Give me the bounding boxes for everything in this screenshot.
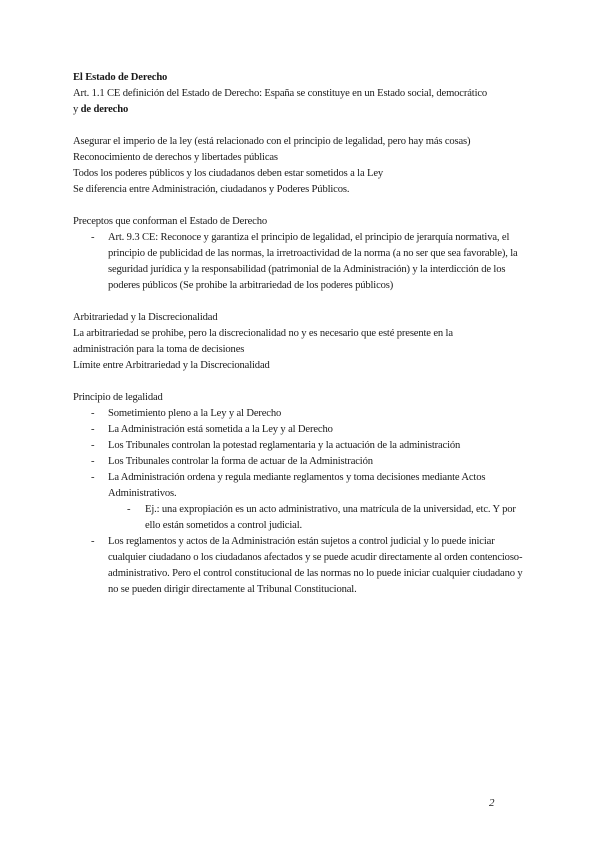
list-item: [73, 470, 528, 534]
arbitrariedad-heading: Arbitrariedad y la Discrecionalidad: [73, 312, 218, 323]
intro-line-2: [73, 102, 528, 118]
principle-line-4: Se diferencia entre Administración, ciudadanos y Poderes Públicos.: [73, 184, 350, 195]
principle-line-2: Reconocimiento de derechos y libertades públicas: [73, 152, 278, 163]
list-item: [73, 422, 528, 438]
list-item-text: Sometimiento pleno a la Ley y al Derecho: [108, 408, 282, 419]
list-item-text: Ej.: una expropiación es un acto administrativo, una matrícula de la universidad, etc. Y por ello están sometidos a control judicial.: [145, 504, 516, 531]
list-item: [73, 438, 528, 454]
preceptos-heading: Preceptos que conforman el Estado de Derecho: [73, 216, 268, 227]
list-item: [73, 502, 528, 534]
principle-line-1: Asegurar el imperio de la ley (está relacionado con el principio de legalidad, pero hay más cosas): [73, 136, 471, 147]
list-item: [73, 454, 528, 470]
legalidad-list: [73, 406, 528, 598]
intro-line-2-prefix: y: [73, 104, 81, 115]
intro-line-1: Art. 1.1 CE definición del Estado de Derecho: España se constituye en un Estado social, democrático: [73, 88, 488, 99]
arbitrariedad-line-2: administración para la toma de decisiones: [73, 344, 245, 355]
arbitrariedad-line-1: La arbitrariedad se prohibe, pero la discrecionalidad no y es necesario que esté presente en la: [73, 328, 453, 339]
arbitrariedad-line-3: Límite entre Arbitrariedad y la Discrecionalidad: [73, 360, 270, 371]
dash-bullet: -: [91, 408, 95, 419]
list-item-text: Art. 9.3 CE: Reconoce y garantiza el principio de legalidad, el principio de jerarquía normativa, el principio de publicidad de las normas, la irretroactividad de la norma (a no ser que sea favorable), la seguridad jurídica y la responsabilidad (patrimonial de la Administración) y la interdicción de los poderes públicos (Se prohibe la arbitrariedad de los poderes públicos): [108, 232, 518, 291]
dash-bullet: -: [91, 536, 95, 547]
dash-bullet: -: [91, 456, 95, 467]
dash-bullet: -: [91, 440, 95, 451]
spacer: [73, 374, 528, 390]
dash-bullet: -: [91, 472, 95, 483]
list-item: [73, 534, 528, 598]
spacer: [73, 118, 528, 134]
list-item: [73, 230, 528, 294]
list-item: [73, 406, 528, 422]
document-page: [73, 70, 528, 598]
preceptos-list: [73, 230, 528, 294]
principle-line-3: Todos los poderes públicos y los ciudadanos deben estar sometidos a la Ley: [73, 168, 384, 179]
spacer: [73, 294, 528, 310]
page-number: 2: [489, 797, 495, 809]
list-item-text: Los reglamentos y actos de la Administración están sujetos a control judicial y lo puede iniciar cualquier ciudadano o los ciudadanos afectados y se puede acudir directamente al orden contencioso-administrativo. Pero el control constitucional de las normas no lo puede iniciar cualquier ciudadano y no se pueden dirigir directamente al Tribunal Constitucional.: [108, 536, 523, 595]
list-item-text: Los Tribunales controlan la potestad reglamentaria y la actuación de la administración: [108, 440, 461, 451]
legalidad-sub-list: [73, 502, 528, 534]
document-title: El Estado de Derecho: [73, 72, 168, 83]
list-item-text: La Administración está sometida a la Ley y al Derecho: [108, 424, 333, 435]
spacer: [73, 198, 528, 214]
dash-bullet: -: [91, 232, 95, 243]
dash-bullet: -: [91, 424, 95, 435]
list-item-text: La Administración ordena y regula mediante reglamentos y toma decisiones mediante Actos Administrativos.: [108, 472, 486, 499]
legalidad-heading: Principio de legalidad: [73, 392, 163, 403]
dash-bullet: -: [127, 504, 131, 515]
list-item-text: Los Tribunales controlar la forma de actuar de la Administración: [108, 456, 373, 467]
intro-line-2-bold: de derecho: [80, 104, 129, 115]
